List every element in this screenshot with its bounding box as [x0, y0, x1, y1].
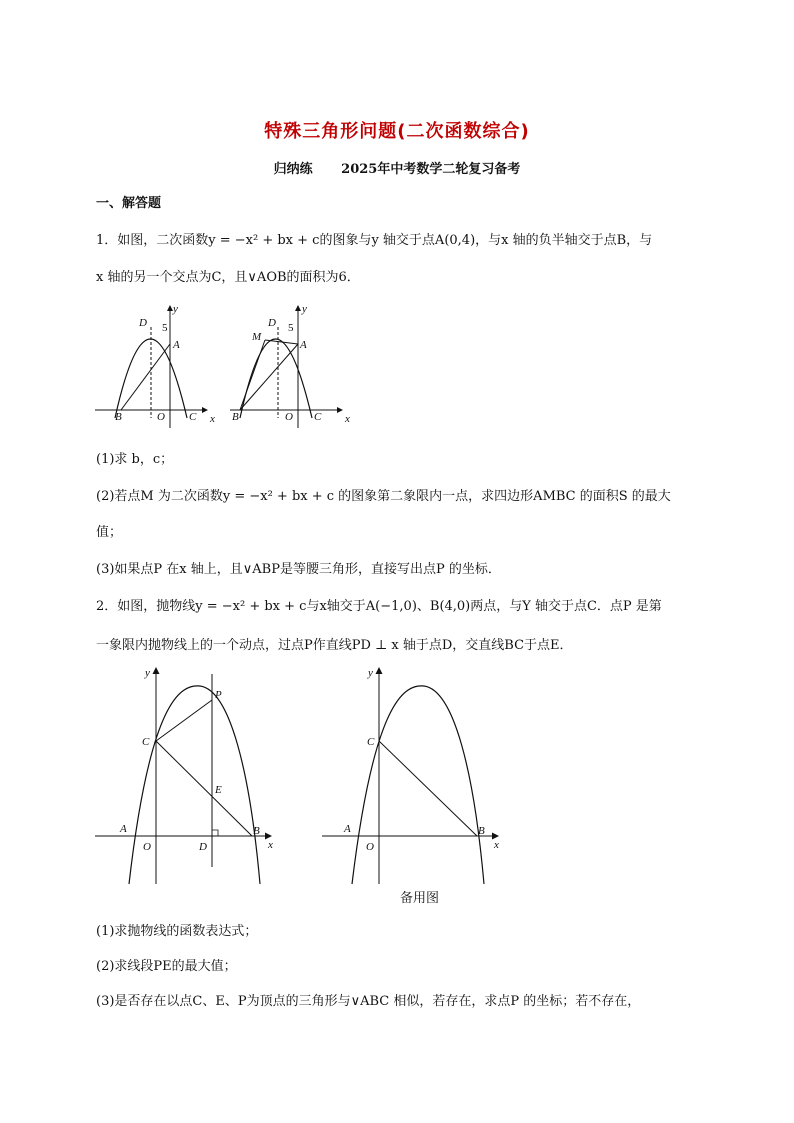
- label-o: O: [157, 411, 165, 423]
- label-d: D: [139, 317, 147, 329]
- label-c: C: [142, 736, 150, 748]
- label-y: y: [145, 667, 150, 679]
- q2-stem-line1: 2．如图，抛物线y = −x² + bx + c与x轴交于A(−1,0)、B(4,0)两点，与Y 轴交于点C．点P 是第: [96, 599, 662, 614]
- label-x: x: [494, 839, 499, 851]
- q2-part1: (1)求抛物线的函数表达式；: [96, 924, 258, 939]
- label-m: M: [252, 331, 262, 343]
- q1-part2-line1: (2)若点M 为二次函数y = −x² + bx + c 的图象第二象限内一点，求四边形AMBC 的面积S 的最大: [96, 489, 671, 504]
- label-x: x: [210, 413, 215, 425]
- label-d: D: [268, 317, 276, 329]
- segment-cp: [156, 700, 212, 741]
- label-o: O: [143, 841, 151, 853]
- label-b: B: [478, 825, 485, 837]
- label-d: D: [199, 841, 207, 853]
- segment-bm: [240, 340, 265, 410]
- label-b: B: [232, 411, 239, 423]
- label-o: O: [285, 411, 293, 423]
- segment-ab: [240, 344, 298, 410]
- label-a: A: [173, 339, 180, 351]
- label-y: y: [302, 303, 307, 315]
- q2-stem-line2: 一象限内抛物线上的一个动点，过点P作直线PD ⊥ x 轴于点D，交直线BC于点E．: [96, 638, 573, 653]
- line-bc: [156, 741, 252, 836]
- label-y: y: [368, 667, 373, 679]
- label-e: E: [215, 784, 222, 796]
- label-a: A: [300, 339, 307, 351]
- section-heading: 一、解答题: [96, 196, 162, 211]
- figure-caption: 备用图: [400, 891, 440, 906]
- q1-part3: (3)如果点P 在x 轴上，且∨ABP是等腰三角形，直接写出点P 的坐标．: [96, 562, 501, 577]
- document-subtitle: [0, 158, 794, 177]
- label-a: A: [344, 823, 351, 835]
- label-a: A: [120, 823, 127, 835]
- q2-figure-main: [95, 662, 285, 887]
- label-b: B: [115, 411, 122, 423]
- label-p: P: [215, 689, 222, 701]
- label-c: C: [189, 411, 197, 423]
- label-5: 5: [162, 322, 168, 334]
- q2-figure-backup: [322, 662, 512, 887]
- label-y: y: [173, 303, 178, 315]
- subtitle-left: 归纳练: [273, 162, 313, 177]
- segment-ab: [121, 344, 170, 410]
- q1-stem-line1: 1．如图，二次函数y = −x² + bx + c的图象与y 轴交于点A(0,4)，与x 轴的负半轴交于点B，与: [96, 233, 653, 248]
- q1-figure-left: [95, 300, 225, 430]
- parabola: [352, 686, 484, 884]
- label-c: C: [367, 736, 375, 748]
- label-5: 5: [288, 322, 294, 334]
- label-c: C: [314, 411, 322, 423]
- q1-stem-line2: x 轴的另一个交点为C，且∨AOB的面积为6．: [96, 270, 360, 285]
- q1-figure-right: [230, 300, 360, 430]
- document-title: 特殊三角形问题(二次函数综合): [264, 121, 530, 142]
- q2-part2: (2)求线段PE的最大值；: [96, 959, 237, 974]
- label-b: B: [253, 825, 260, 837]
- label-o: O: [366, 841, 374, 853]
- label-x: x: [268, 839, 273, 851]
- label-x: x: [345, 413, 350, 425]
- q1-part2-line2: 值；: [96, 525, 123, 540]
- q2-part3: (3)是否存在以点C、E、P为顶点的三角形与∨ABC 相似，若存在，求点P 的坐标；若不存在，: [96, 994, 641, 1009]
- right-angle-mark: [212, 830, 218, 836]
- parabola: [129, 686, 260, 884]
- subtitle-right: 2025年中考数学二轮复习备考: [341, 162, 521, 177]
- q1-part1: (1)求 b，c；: [96, 452, 174, 467]
- line-bc: [379, 741, 477, 836]
